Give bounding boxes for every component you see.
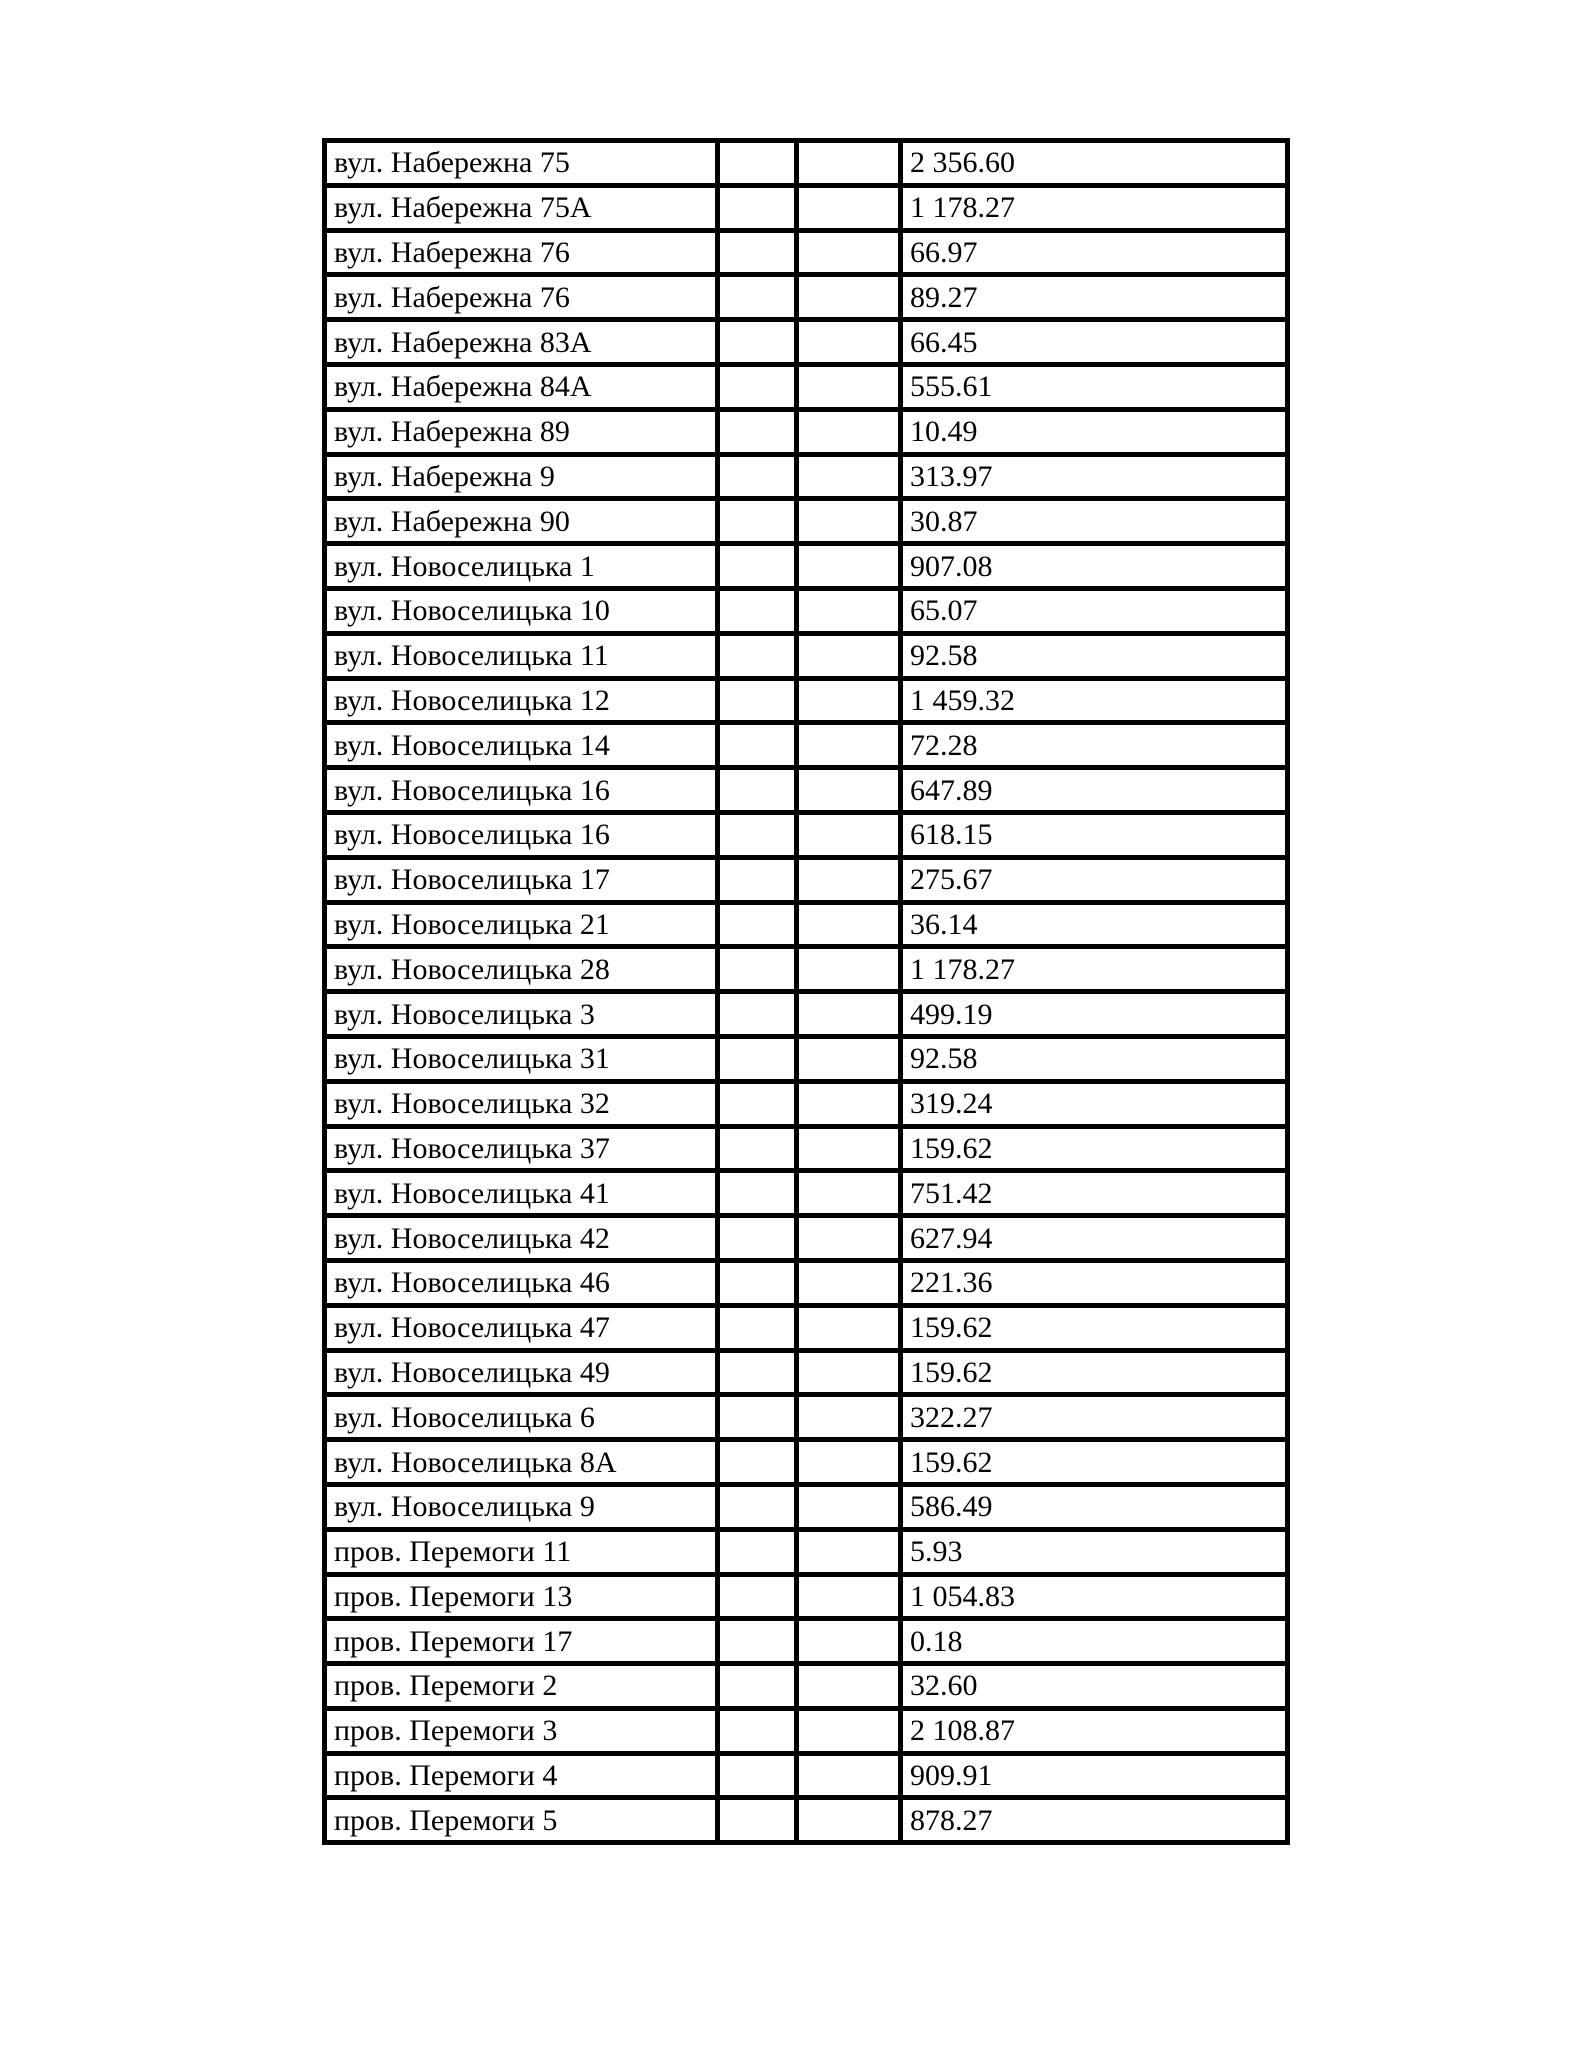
empty-cell xyxy=(718,454,797,499)
empty-cell xyxy=(797,1664,901,1709)
address-cell: вул. Новоселицька 1 xyxy=(325,544,718,589)
empty-cell xyxy=(718,812,797,857)
empty-cell xyxy=(797,454,901,499)
address-cell: вул. Набережна 90 xyxy=(325,499,718,544)
empty-cell xyxy=(718,1574,797,1619)
empty-cell xyxy=(797,633,901,678)
empty-cell xyxy=(797,768,901,813)
amount-cell: 586.49 xyxy=(901,1484,1288,1529)
empty-cell xyxy=(718,1619,797,1664)
amount-cell: 319.24 xyxy=(901,1081,1288,1126)
address-cell: пров. Перемоги 5 xyxy=(325,1798,718,1843)
amount-cell: 322.27 xyxy=(901,1395,1288,1440)
empty-cell xyxy=(718,1395,797,1440)
empty-cell xyxy=(718,1753,797,1798)
amount-cell: 92.58 xyxy=(901,633,1288,678)
table-row xyxy=(325,678,1288,723)
address-cell: вул. Новоселицька 46 xyxy=(325,1260,718,1305)
amount-cell: 1 054.83 xyxy=(901,1574,1288,1619)
table-row xyxy=(325,1529,1288,1574)
table-row xyxy=(325,1664,1288,1709)
address-cell: вул. Новоселицька 31 xyxy=(325,1036,718,1081)
empty-cell xyxy=(797,499,901,544)
empty-cell xyxy=(718,364,797,409)
empty-cell xyxy=(718,1484,797,1529)
address-cell: вул. Набережна 75 xyxy=(325,141,718,186)
empty-cell xyxy=(797,1350,901,1395)
empty-cell xyxy=(718,499,797,544)
empty-cell xyxy=(718,1350,797,1395)
empty-cell xyxy=(718,768,797,813)
address-cell: пров. Перемоги 11 xyxy=(325,1529,718,1574)
empty-cell xyxy=(797,1171,901,1216)
amount-cell: 555.61 xyxy=(901,364,1288,409)
table-body xyxy=(325,141,1288,1843)
amount-cell: 878.27 xyxy=(901,1798,1288,1843)
address-cell: вул. Новоселицька 37 xyxy=(325,1126,718,1171)
table-row xyxy=(325,141,1288,186)
amount-cell: 36.14 xyxy=(901,902,1288,947)
address-cell: вул. Новоселицька 10 xyxy=(325,588,718,633)
table-row xyxy=(325,723,1288,768)
empty-cell xyxy=(718,1664,797,1709)
empty-cell xyxy=(797,1484,901,1529)
table-row xyxy=(325,1619,1288,1664)
table-row xyxy=(325,1081,1288,1126)
table-row xyxy=(325,1798,1288,1843)
table-row xyxy=(325,230,1288,275)
address-cell: вул. Набережна 83А xyxy=(325,320,718,365)
address-cell: вул. Набережна 89 xyxy=(325,409,718,454)
amount-cell: 1 178.27 xyxy=(901,947,1288,992)
empty-cell xyxy=(797,1708,901,1753)
empty-cell xyxy=(797,1529,901,1574)
empty-cell xyxy=(718,1081,797,1126)
address-cell: вул. Новоселицька 16 xyxy=(325,768,718,813)
amount-cell: 275.67 xyxy=(901,857,1288,902)
address-cell: вул. Набережна 84А xyxy=(325,364,718,409)
address-cell: пров. Перемоги 3 xyxy=(325,1708,718,1753)
empty-cell xyxy=(718,1216,797,1261)
table-row xyxy=(325,185,1288,230)
amount-cell: 30.87 xyxy=(901,499,1288,544)
empty-cell xyxy=(797,1036,901,1081)
empty-cell xyxy=(718,1529,797,1574)
empty-cell xyxy=(797,902,901,947)
address-cell: вул. Новоселицька 41 xyxy=(325,1171,718,1216)
address-cell: вул. Набережна 75А xyxy=(325,185,718,230)
empty-cell xyxy=(797,275,901,320)
address-cell: вул. Новоселицька 32 xyxy=(325,1081,718,1126)
table-row xyxy=(325,1484,1288,1529)
amount-cell: 65.07 xyxy=(901,588,1288,633)
table-row xyxy=(325,1708,1288,1753)
empty-cell xyxy=(797,1619,901,1664)
amount-cell: 647.89 xyxy=(901,768,1288,813)
empty-cell xyxy=(797,320,901,365)
address-cell: пров. Перемоги 17 xyxy=(325,1619,718,1664)
empty-cell xyxy=(718,902,797,947)
empty-cell xyxy=(718,1171,797,1216)
table-row xyxy=(325,1126,1288,1171)
amount-cell: 10.49 xyxy=(901,409,1288,454)
table-row xyxy=(325,992,1288,1037)
empty-cell xyxy=(718,544,797,589)
table-row xyxy=(325,947,1288,992)
amount-cell: 1 178.27 xyxy=(901,185,1288,230)
table-row xyxy=(325,275,1288,320)
table-row xyxy=(325,1753,1288,1798)
table-row xyxy=(325,320,1288,365)
address-cell: вул. Новоселицька 6 xyxy=(325,1395,718,1440)
empty-cell xyxy=(718,723,797,768)
empty-cell xyxy=(797,812,901,857)
empty-cell xyxy=(797,1260,901,1305)
address-cell: вул. Набережна 9 xyxy=(325,454,718,499)
amount-cell: 159.62 xyxy=(901,1350,1288,1395)
empty-cell xyxy=(718,992,797,1037)
amount-cell: 66.97 xyxy=(901,230,1288,275)
address-cell: вул. Новоселицька 8А xyxy=(325,1440,718,1485)
table-row xyxy=(325,768,1288,813)
empty-cell xyxy=(797,1440,901,1485)
empty-cell xyxy=(718,141,797,186)
table-row xyxy=(325,857,1288,902)
empty-cell xyxy=(718,320,797,365)
empty-cell xyxy=(797,141,901,186)
address-cell: вул. Новоселицька 16 xyxy=(325,812,718,857)
empty-cell xyxy=(718,409,797,454)
table-row xyxy=(325,633,1288,678)
table-row xyxy=(325,1171,1288,1216)
amount-cell: 159.62 xyxy=(901,1126,1288,1171)
address-cell: пров. Перемоги 2 xyxy=(325,1664,718,1709)
empty-cell xyxy=(797,992,901,1037)
empty-cell xyxy=(718,678,797,723)
address-cell: вул. Набережна 76 xyxy=(325,230,718,275)
empty-cell xyxy=(797,544,901,589)
address-cell: вул. Новоселицька 14 xyxy=(325,723,718,768)
amount-cell: 627.94 xyxy=(901,1216,1288,1261)
amount-cell: 2 356.60 xyxy=(901,141,1288,186)
amount-cell: 499.19 xyxy=(901,992,1288,1037)
amount-cell: 1 459.32 xyxy=(901,678,1288,723)
amount-cell: 909.91 xyxy=(901,1753,1288,1798)
empty-cell xyxy=(718,275,797,320)
address-cell: вул. Новоселицька 9 xyxy=(325,1484,718,1529)
table-row xyxy=(325,1440,1288,1485)
empty-cell xyxy=(718,1036,797,1081)
amount-cell: 2 108.87 xyxy=(901,1708,1288,1753)
amount-cell: 159.62 xyxy=(901,1305,1288,1350)
empty-cell xyxy=(718,1708,797,1753)
table-row xyxy=(325,902,1288,947)
amount-cell: 159.62 xyxy=(901,1440,1288,1485)
address-cell: вул. Новоселицька 3 xyxy=(325,992,718,1037)
table-row xyxy=(325,1305,1288,1350)
amount-cell: 72.28 xyxy=(901,723,1288,768)
address-cell: вул. Новоселицька 42 xyxy=(325,1216,718,1261)
address-cell: вул. Новоселицька 17 xyxy=(325,857,718,902)
address-amount-table xyxy=(322,138,1290,1845)
amount-cell: 89.27 xyxy=(901,275,1288,320)
empty-cell xyxy=(797,947,901,992)
amount-cell: 313.97 xyxy=(901,454,1288,499)
table-row xyxy=(325,1574,1288,1619)
address-cell: пров. Перемоги 4 xyxy=(325,1753,718,1798)
address-cell: вул. Набережна 76 xyxy=(325,275,718,320)
empty-cell xyxy=(797,185,901,230)
empty-cell xyxy=(797,364,901,409)
address-cell: вул. Новоселицька 28 xyxy=(325,947,718,992)
table-row xyxy=(325,499,1288,544)
empty-cell xyxy=(718,230,797,275)
table-row xyxy=(325,588,1288,633)
table-row xyxy=(325,1260,1288,1305)
empty-cell xyxy=(797,1126,901,1171)
empty-cell xyxy=(797,1395,901,1440)
empty-cell xyxy=(718,1126,797,1171)
empty-cell xyxy=(797,1305,901,1350)
empty-cell xyxy=(797,1574,901,1619)
empty-cell xyxy=(797,1081,901,1126)
empty-cell xyxy=(797,1216,901,1261)
amount-cell: 0.18 xyxy=(901,1619,1288,1664)
empty-cell xyxy=(797,678,901,723)
empty-cell xyxy=(718,1260,797,1305)
empty-cell xyxy=(718,1305,797,1350)
table-row xyxy=(325,454,1288,499)
table-row xyxy=(325,364,1288,409)
address-cell: вул. Новоселицька 47 xyxy=(325,1305,718,1350)
amount-cell: 92.58 xyxy=(901,1036,1288,1081)
amount-cell: 221.36 xyxy=(901,1260,1288,1305)
address-cell: вул. Новоселицька 21 xyxy=(325,902,718,947)
empty-cell xyxy=(797,588,901,633)
address-cell: вул. Новоселицька 11 xyxy=(325,633,718,678)
amount-cell: 618.15 xyxy=(901,812,1288,857)
amount-cell: 751.42 xyxy=(901,1171,1288,1216)
table-row xyxy=(325,812,1288,857)
empty-cell xyxy=(718,633,797,678)
table-row xyxy=(325,409,1288,454)
empty-cell xyxy=(718,1440,797,1485)
amount-cell: 32.60 xyxy=(901,1664,1288,1709)
table-row xyxy=(325,1036,1288,1081)
empty-cell xyxy=(718,857,797,902)
address-cell: вул. Новоселицька 49 xyxy=(325,1350,718,1395)
empty-cell xyxy=(797,1798,901,1843)
empty-cell xyxy=(718,588,797,633)
table-row xyxy=(325,544,1288,589)
amount-cell: 907.08 xyxy=(901,544,1288,589)
empty-cell xyxy=(718,947,797,992)
address-cell: вул. Новоселицька 12 xyxy=(325,678,718,723)
empty-cell xyxy=(718,185,797,230)
empty-cell xyxy=(797,1753,901,1798)
table-row xyxy=(325,1395,1288,1440)
empty-cell xyxy=(797,230,901,275)
empty-cell xyxy=(797,857,901,902)
table-row xyxy=(325,1350,1288,1395)
amount-cell: 66.45 xyxy=(901,320,1288,365)
empty-cell xyxy=(797,409,901,454)
empty-cell xyxy=(797,723,901,768)
table-row xyxy=(325,1216,1288,1261)
amount-cell: 5.93 xyxy=(901,1529,1288,1574)
empty-cell xyxy=(718,1798,797,1843)
address-cell: пров. Перемоги 13 xyxy=(325,1574,718,1619)
